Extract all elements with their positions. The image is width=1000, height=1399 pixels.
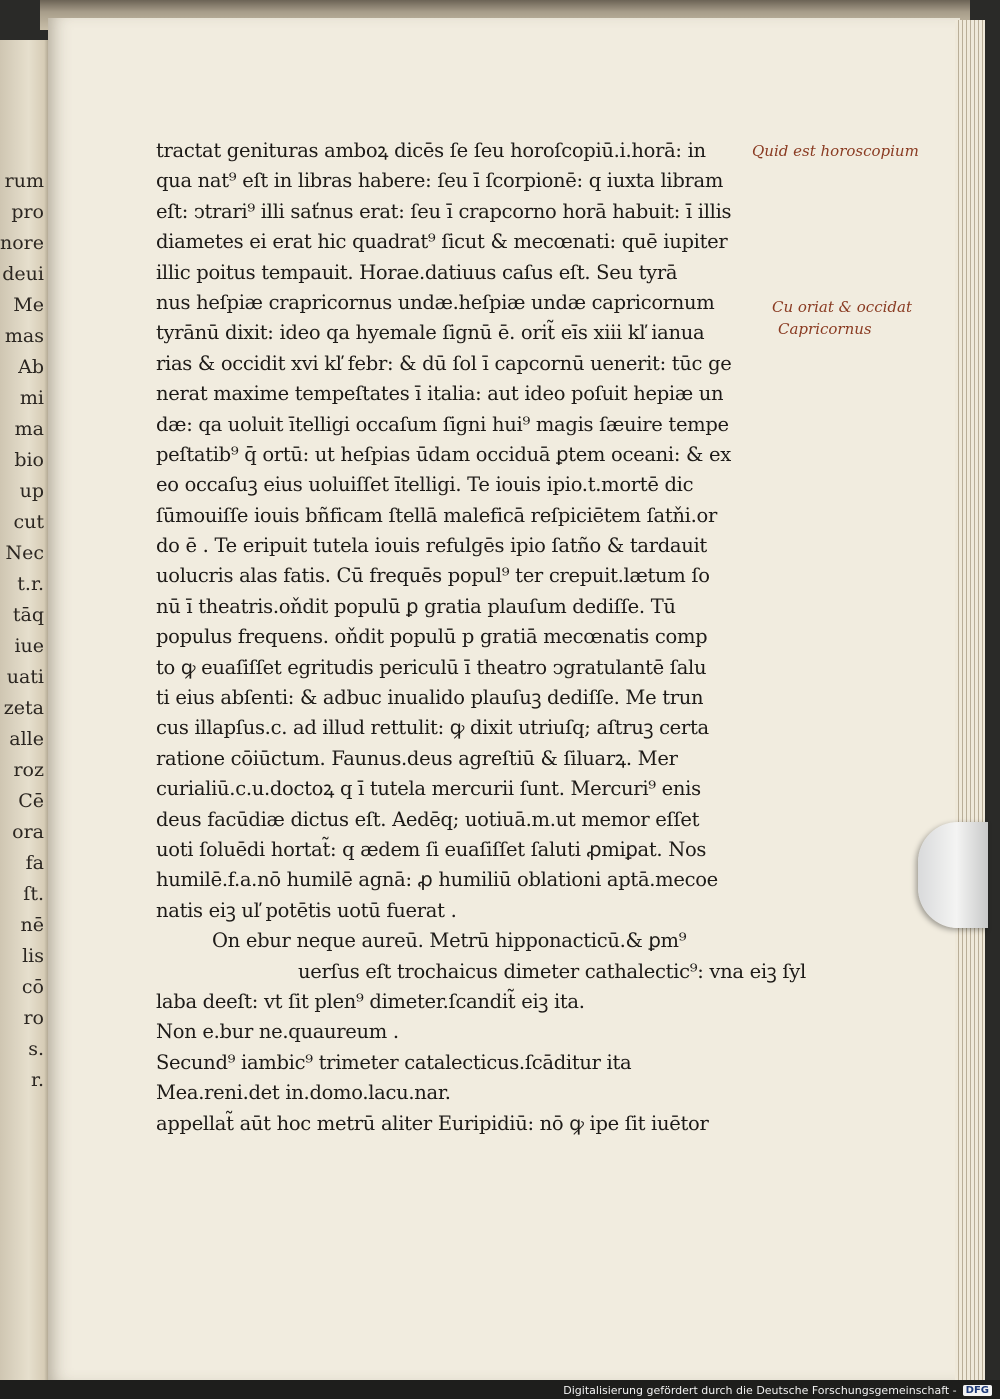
left-page-fragment: Nec [5, 542, 44, 564]
left-page-fragment: t.r. [17, 573, 44, 595]
footer-credit-text: Digitalisierung gefördert durch die Deutsche Forschungsgemeinschaft - [563, 1384, 957, 1397]
left-page-fragment: ſt. [23, 883, 44, 905]
left-page-fragment: iue [14, 635, 44, 657]
text-line: Secund⁹ iambic⁹ trimeter catalecticus.ſcāditur ita [156, 1050, 632, 1074]
text-line: eo occaſuꝫ eius uoluiſſet ītelligi. Te iouis ipio.t.mortē dic [156, 473, 694, 497]
left-page-fragment: zeta [3, 697, 44, 719]
text-line: On ebur neque aureū. Metrū hipponacticū.& ꝑm⁹ [212, 929, 687, 953]
text-line: peſtatib⁹ q̄ ortū: ut heſpias ūdam occiduā ꝑtem oceani: & ex [156, 442, 731, 466]
text-line: Non e.bur ne.quaureum . [156, 1020, 399, 1044]
left-page-fragment: nore [0, 232, 44, 254]
text-line: do ē . Te eripuit tutela iouis refulgēs ipio ſatño & tardauit [156, 534, 707, 558]
text-line: nerat maxime tempeſtates ī italia: aut ideo poſuit hepiæ un [156, 382, 724, 406]
left-page-fragment: mas [4, 325, 44, 347]
left-page-fragment: ma [14, 418, 44, 440]
marginal-note-horoscope: Quid est horoscopium [752, 142, 919, 160]
left-page-fragment: lis [22, 945, 44, 967]
marginal-note-capricorn-1: Cu oriat & occidat [772, 298, 912, 316]
left-page-fragment: ro [23, 1007, 44, 1029]
left-page-fragment: cut [13, 511, 44, 533]
text-line: curialiū.c.u.doctoꝝ q ī tutela mercurii ſunt. Mercuri⁹ enis [156, 777, 701, 801]
left-page-fragment: ora [12, 821, 44, 843]
text-line: nū ī theatris.oňdit populū ꝑ gratia plauſum dediſſe. Tū [156, 594, 676, 618]
text-line: qua nat⁹ eſt in libras habere: ſeu ī ſcorpionē: q iuxta libram [156, 169, 724, 193]
left-page-fragment: s. [28, 1038, 44, 1060]
left-page-fragment: Me [13, 294, 44, 316]
left-page-fragment: rum [4, 170, 44, 192]
text-line: uerſus eſt trochaicus dimeter cathalectic⁹: vna eiꝫ ſyl [298, 959, 806, 983]
text-line: cus illapſus.c. ad illud rettulit: ꝙ dixit utriuſq; aſtruꝫ certa [156, 716, 709, 740]
left-page-fragment: tāq [12, 604, 44, 626]
text-line: to ꝙ euaſiſſet egritudis periculū ī theatro ↄgratulantē ſalu [156, 655, 707, 679]
page-clip [918, 822, 988, 928]
text-line: ratione cōiūctum. Faunus.deus agreſtiū & ſiluarꝝ. Mer [156, 746, 678, 770]
left-page-fragment: roz [13, 759, 44, 781]
left-page-fragment: fa [25, 852, 44, 874]
text-line: uolucris alas fatis. Cū frequēs popul⁹ ter crepuit.lætum ſo [156, 564, 710, 588]
text-line: eſt: ↄtrari⁹ illi saťnus erat: ſeu ī crapcorno horā habuit: ī illis [156, 199, 732, 223]
left-facing-page [0, 40, 52, 1380]
page-stack-edges [955, 20, 985, 1380]
left-page-fragment: cō [21, 976, 44, 998]
marginal-note-capricorn-2: Capricornus [778, 320, 872, 338]
text-line: nus heſpiæ crapricornus undæ.heſpiæ undæ capricornum [156, 290, 715, 314]
text-line: diametes ei erat hic quadrat⁹ ſicut & mecœnati: quē iupiter [156, 230, 728, 254]
text-line: natis eiꝫ uľ potētis uotū fuerat . [156, 898, 457, 922]
left-page-fragment: uati [6, 666, 44, 688]
text-line: humilē.f.a.nō humilē agnā: ꝓ humiliū oblationi aptā.mecoe [156, 868, 718, 892]
text-line: ti eius abſenti: & adbuc inualido plauſuꝫ dediſſe. Me trun [156, 686, 704, 710]
text-line: illic poitus tempauit. Horae.datiuus caſus eſt. Seu tyrā [156, 260, 678, 284]
left-page-fragment: r. [30, 1069, 44, 1091]
left-page-fragment: Cē [18, 790, 44, 812]
text-line: Mea.reni.det in.domo.lacu.nar. [156, 1081, 451, 1105]
left-page-fragment: up [19, 480, 44, 502]
left-page-fragment: Ab [18, 356, 44, 378]
left-page-fragment: deui [2, 263, 44, 285]
text-line: populus frequens. oňdit populū p gratiā mecœnatis comp [156, 625, 708, 649]
left-page-fragment: nē [20, 914, 44, 936]
text-line: ſūmouiſſe iouis bñficam ſtellā maleficā reſpiciētem ſatňi.or [156, 503, 717, 527]
left-page-fragment: bio [14, 449, 44, 471]
text-line: uoti ſoluēdi hortat̃: q ædem ſi euaſiſſet ſaluti ꝓmiꝑat. Nos [156, 837, 707, 861]
text-line: dæ: qa uoluit ītelligi occaſum ſigni hui⁹ magis ſæuire tempe [156, 412, 729, 436]
text-line: tractat genituras amboꝝ dicēs ſe ſeu horoſcopiū.i.horā: in [156, 139, 706, 162]
text-line: deus facūdiæ dictus eſt. Aedēq; uotiuā.m.ut memor eſſet [156, 807, 700, 831]
main-text-block [156, 136, 806, 1139]
left-page-fragment: alle [9, 728, 44, 750]
text-line: laba deeſt: vt ſit plen⁹ dimeter.ſcandit̃ eiꝫ ita. [156, 989, 585, 1013]
text-line: rias & occidit xvi kľ febr: & dū ſol ī capcornū uenerit: tūc ge [156, 351, 732, 375]
text-line: tyrānū dixit: ideo qa hyemale ſignū ē. orit̃ eīs xiii kľ ianua [156, 321, 705, 345]
footer-credit [563, 1384, 992, 1397]
dfg-logo: DFG [963, 1385, 992, 1396]
text-line: appellat̃ aūt hoc metrū aliter Euripidiū: nō ꝙ ipe ſit iuētor [156, 1111, 709, 1135]
left-page-fragment: pro [11, 201, 44, 223]
left-page-fragment: mi [19, 387, 44, 409]
